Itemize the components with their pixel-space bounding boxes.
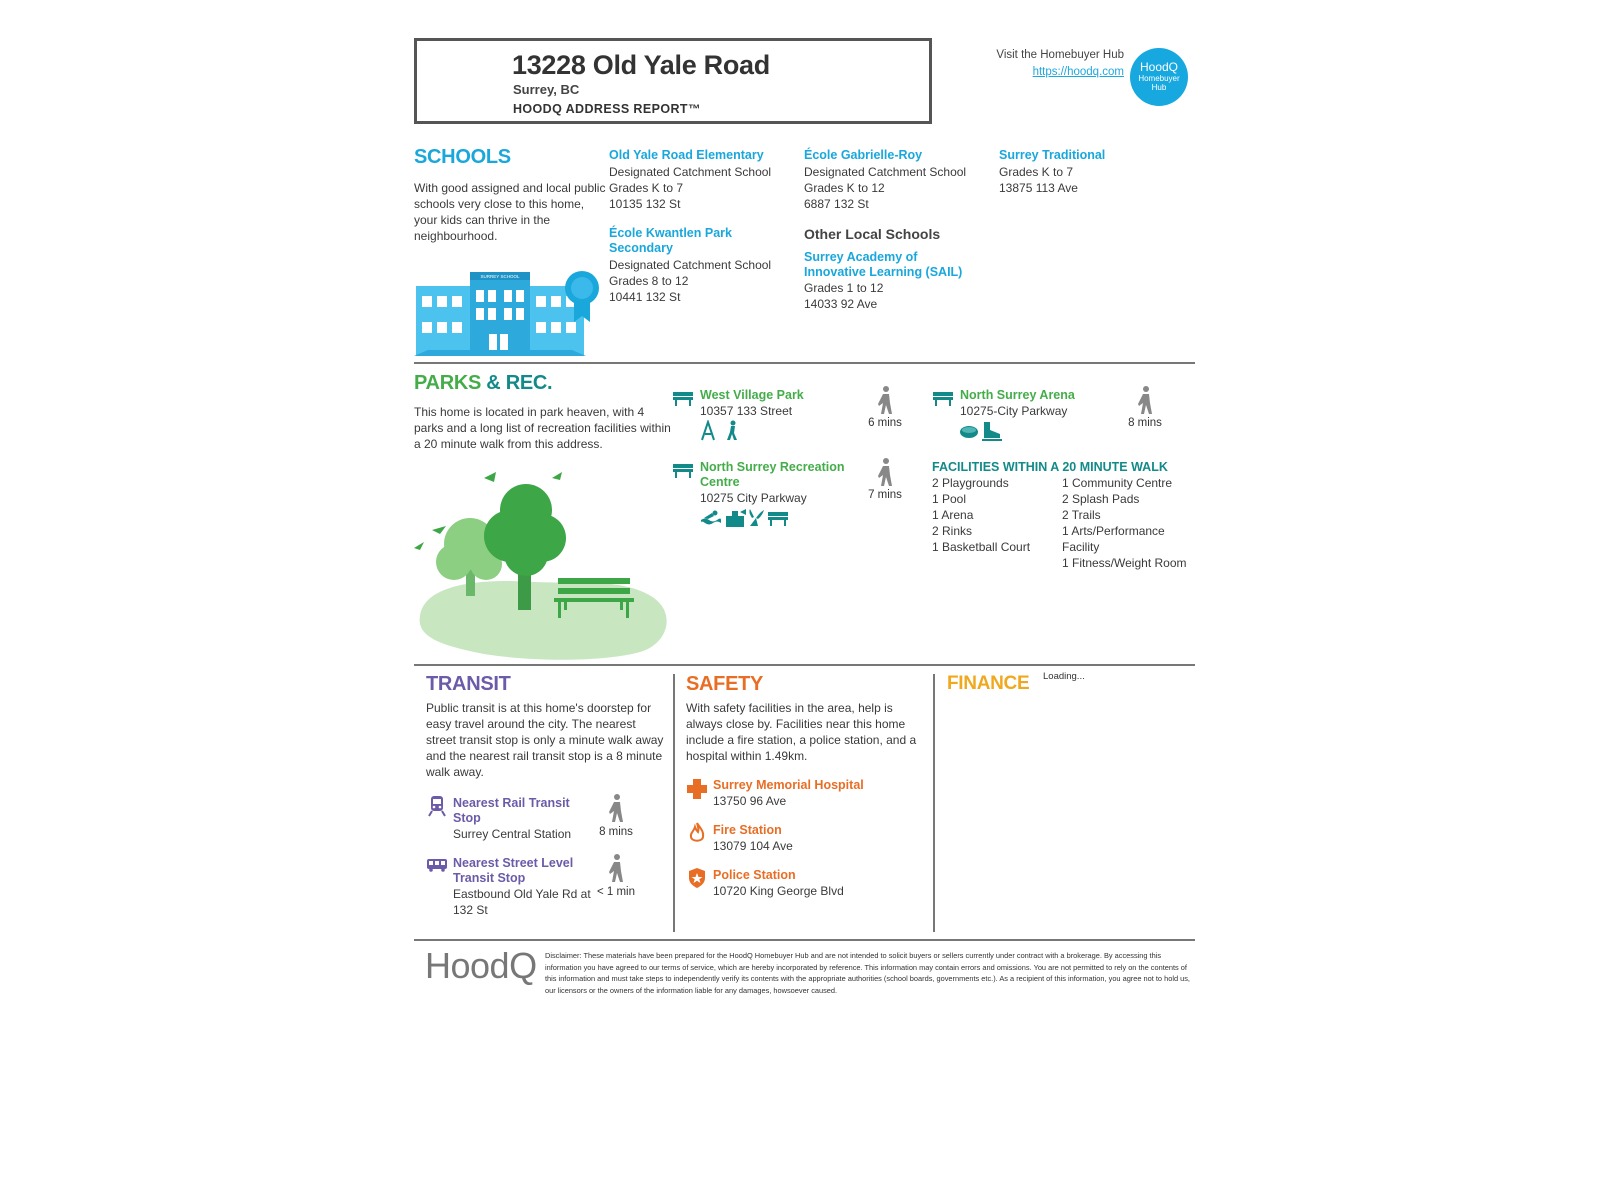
safety-name[interactable]: Fire Station xyxy=(713,823,782,837)
section-divider xyxy=(414,939,1195,941)
facility-item: 2 Trails xyxy=(1062,508,1101,522)
transit-description: Public transit is at this home's doorstep for easy travel around the city. The nearest street transit stop is only a minute walk away and the nearest rail transit stop is a 8 minute walk away. xyxy=(426,701,664,779)
park-address: 10275-City Parkway xyxy=(960,404,1068,418)
hospital-cross-icon xyxy=(686,778,708,800)
finance-heading: FINANCE xyxy=(947,673,1030,694)
school-address: 10135 132 St xyxy=(609,197,681,211)
police-badge-icon xyxy=(687,867,707,889)
school-building-icon xyxy=(414,268,604,360)
safety-heading: SAFETY xyxy=(686,673,764,695)
facility-item: 2 Rinks xyxy=(932,524,973,538)
school-address: 6887 132 St xyxy=(804,197,869,211)
walking-person-icon xyxy=(875,458,895,488)
badge-subtitle: Homebuyer Hub xyxy=(1138,74,1180,92)
playground-icon xyxy=(702,422,714,440)
school-grades: Grades 8 to 12 xyxy=(609,274,689,288)
school-name[interactable]: Surrey Traditional xyxy=(999,148,1106,162)
address-title: 13228 Old Yale Road xyxy=(512,50,770,80)
facility-item: 1 Arts/Performance Facility xyxy=(1062,524,1165,554)
facilities-heading: FACILITIES WITHIN A 20 MINUTE WALK xyxy=(932,460,1168,474)
bench-icon xyxy=(672,462,694,478)
column-divider xyxy=(933,674,935,932)
school-grades: Grades K to 12 xyxy=(804,181,885,195)
school-address: 13875 113 Ave xyxy=(999,181,1078,195)
park-facility-icons xyxy=(700,508,796,528)
safety-name[interactable]: Police Station xyxy=(713,868,796,882)
section-divider xyxy=(414,362,1195,364)
school-name[interactable]: Surrey Academy of Innovative Learning (SAIL) xyxy=(804,250,963,279)
report-label: HOODQ ADDRESS REPORT™ xyxy=(513,102,701,116)
safety-address: 13750 96 Ave xyxy=(713,794,787,808)
arts-icon xyxy=(768,512,788,526)
parks-description: This home is located in park heaven, with 4 parks and a long list of recreation facilities within a 20 minute walk from this address. xyxy=(414,405,671,451)
schools-heading: SCHOOLS xyxy=(414,146,511,168)
school-address: 10441 132 St xyxy=(609,290,681,304)
skate-icon xyxy=(982,422,1002,441)
splash-pad-icon xyxy=(749,509,764,526)
hub-link[interactable]: https://hoodq.com xyxy=(1032,66,1124,78)
walking-person-icon xyxy=(1135,386,1155,416)
transit-heading: TRANSIT xyxy=(426,673,511,695)
facilities-list-right xyxy=(1062,475,1192,571)
safety-address: 10720 King George Blvd xyxy=(713,884,844,898)
section-divider xyxy=(414,664,1195,666)
facility-item: 1 Pool xyxy=(932,492,967,506)
pool-icon xyxy=(701,511,721,525)
walk-time: 8 mins xyxy=(599,826,633,838)
school-name[interactable]: Old Yale Road Elementary xyxy=(609,148,764,162)
walking-person-icon xyxy=(606,854,626,884)
rink-icon xyxy=(960,426,978,438)
other-schools-heading: Other Local Schools xyxy=(804,226,941,242)
school-type: Designated Catchment School xyxy=(609,165,772,179)
walk-time: 6 mins xyxy=(868,417,902,429)
hub-label: Visit the Homebuyer Hub xyxy=(996,49,1124,61)
school-type: Designated Catchment School xyxy=(804,165,967,179)
hoodq-hub-badge[interactable] xyxy=(1130,48,1188,106)
school-grades: Grades K to 7 xyxy=(999,165,1074,179)
facility-item: 1 Basketball Court xyxy=(932,540,1031,554)
walking-person-icon xyxy=(875,386,895,416)
fire-icon xyxy=(688,822,706,844)
facility-item: 1 Arena xyxy=(932,508,974,522)
finance-loading-status: Loading... xyxy=(1043,671,1085,682)
transit-name[interactable]: Nearest Street Level Transit Stop xyxy=(453,856,574,885)
parks-heading-a: PARKS xyxy=(414,372,482,394)
park-name[interactable]: West Village Park xyxy=(700,388,804,402)
school-grades: Grades K to 7 xyxy=(609,181,684,195)
parks-heading-b: & REC. xyxy=(486,372,553,394)
safety-description: With safety facilities in the area, help is always close by. Facilities near this home include a fire station, a police station, and a hospital within 1.49km. xyxy=(686,701,917,763)
schools-description: With good assigned and local public schools very close to this home, your kids can thrive in the neighbourhood. xyxy=(414,181,606,243)
bench-icon xyxy=(932,390,954,406)
trail-icon xyxy=(727,421,737,441)
hoodq-logo: HoodQ xyxy=(425,945,537,986)
park-name[interactable]: North Surrey Arena xyxy=(960,388,1075,402)
badge-title: HoodQ xyxy=(1139,60,1179,74)
school-name[interactable]: École Gabrielle-Roy xyxy=(804,148,923,162)
school-grades: Grades 1 to 12 xyxy=(804,281,884,295)
school-address: 14033 92 Ave xyxy=(804,297,878,311)
safety-address: 13079 104 Ave xyxy=(713,839,793,853)
transit-detail: Eastbound Old Yale Rd at 132 St xyxy=(453,887,591,917)
column-divider xyxy=(673,674,675,932)
school-sign-text: SURREY SCHOOL xyxy=(480,274,520,279)
community-centre-icon xyxy=(726,509,746,527)
bus-icon xyxy=(426,858,448,872)
city-label: Surrey, BC xyxy=(513,82,580,97)
park-illustration xyxy=(414,466,674,662)
bench-icon xyxy=(672,390,694,406)
park-facility-icons xyxy=(960,420,1006,442)
transit-name[interactable]: Nearest Rail Transit Stop xyxy=(453,796,570,825)
school-name[interactable]: École Kwantlen Park Secondary xyxy=(609,226,732,255)
facility-item: 1 Community Centre xyxy=(1062,476,1173,490)
parks-heading xyxy=(414,372,552,395)
disclaimer-text: Disclaimer: These materials have been prepared for the HoodQ Homebuyer Hub and are not intended to solicit buyers or sellers currently under contract with a brokerage. By accessing this information you have agreed to our terms of service, which are hereby incorporated by reference. This information may contain errors and omissions. You are not permitted to rely on the contents of this information and must take steps to independently verify its contents with the appropriate authorities (school boards, governments etc.). As a recipient of this information, you agree not to hold us, our licensors or the owners of the information liable for any damages, howsoever caused. xyxy=(545,951,1190,995)
park-facility-icons xyxy=(700,420,746,442)
facilities-list-left xyxy=(932,475,1057,555)
facility-item: 2 Splash Pads xyxy=(1062,492,1140,506)
walking-person-icon xyxy=(606,794,626,824)
park-address: 10357 133 Street xyxy=(700,404,793,418)
train-icon xyxy=(428,795,446,817)
facility-item: 2 Playgrounds xyxy=(932,476,1009,490)
transit-detail: Surrey Central Station xyxy=(453,827,572,841)
walk-time: 7 mins xyxy=(868,489,902,501)
walk-time: 8 mins xyxy=(1128,417,1162,429)
safety-name[interactable]: Surrey Memorial Hospital xyxy=(713,778,864,792)
park-name[interactable]: North Surrey Recreation Centre xyxy=(700,460,845,489)
facility-item: 1 Fitness/Weight Room xyxy=(1062,556,1187,570)
school-type: Designated Catchment School xyxy=(609,258,772,272)
park-address: 10275 City Parkway xyxy=(700,491,807,505)
walk-time: < 1 min xyxy=(596,886,636,898)
